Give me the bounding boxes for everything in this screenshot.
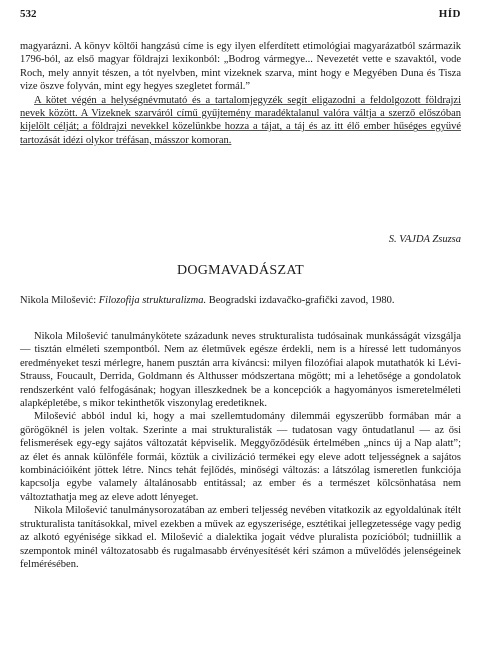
running-title: HÍD (438, 8, 461, 20)
bib-book-title: Filozofija strukturalizma. (98, 295, 207, 306)
bib-author: Nikola Milošević: (20, 295, 99, 306)
review-one-signature: S. VAJDA Zsuzsa (388, 234, 461, 245)
review-one-paragraph-1: magyarázni. A könyv költői hangzású címe is egy ilyen elferdített etimológiai magyarázatból származik 1796-ból, az első magyar földrajzi lexikonból: „Bodrog vármegye... Nevezetét vette e szavaktól, vode Roch, mely annyit tészen, a tót nyelvben, mint vizeknek szarva, mint hogy e Megyében Duna és Tisza vize öszve folyván, mint egy hegyes szegletet formál.” (20, 41, 461, 93)
bib-publisher: Beogradski izdavačko-grafički zavod, 1980. (206, 295, 395, 306)
review-two-paragraph-2: Milošević abból indul ki, hogy a mai szellemtudomány dilemmái egyszerűbb formában már a görögöknél is jelen voltak. Szerinte a mai strukturalisták — tudatosan vagy öntudatlanul — az ősi felismerések egy-egy sajátos változatát képviselik. Meggyőződésük értelmében „nincs új a Nap alatt”; az élet és annak különféle formái, köztük a civilizáció termékei egy eleve adott teljességnek a sajátos kombinációiként jöttek létre. Nincs tehát fejlődés, minőségi változás: a látszólag ismeretlen funkciója kapcsolja egybe valamely általánosabb entitással; az ember és a természet kölcsönhatása nem változtathatja meg az eleve adott lényeget. (20, 411, 461, 503)
review-two-paragraph-1: Nikola Milošević tanulmánykötete századunk neves strukturalista tudósainak munkásságát vizsgálja — tisztán elméleti szempontból. Nem az életművek egésze érdekli, nem is a híressé lett tudományos eredményeket teszi mérlegre, hanem pusztán arra kíváncsi: milyen filozófiai alapok mutathatók ki Lévi-Strauss, Foucault, Derrida, Goldmann és Althusser módszertana mögött; mi a lehetősége a gondolatok rendszerként való felfogásának; hogyan illeszkednek be a koncepciók a hagyományos ismeretelméleti alapképletébe, s mikor tekinthetők viszonylag eredetiknek. (20, 331, 461, 410)
review-one-paragraph-2: A kötet végén a helységnévmutató és a tartalomjegyzék segít eligazodni a feldolgozott földrajzi nevek között. A Vizeknek szarváról című gyűjtemény maradéktalanul valóra váltja a szerző előszóban kijelölt célját; a földrajzi nevekkel közelünkbe hozza a tájat, a táj és az itt élő ember hűséges együvé tartozását idézi olykor tréfásan, másszor komoran. (20, 94, 461, 146)
review-two-paragraph-3: Nikola Milošević tanulmánysorozatában az emberi teljesség nevében vitatkozik az egyoldalúnak ítélt strukturalista tanításokkal, mivel ezekben a művek az egyszerisége, esztétikai jellegzetessége vagy pedig az alkotó egyénisége sikkad el. Milošević a dialektika jogait védve pluralista pozícióból; tudniillik a szempontok minél változatosabb és rugalmasabb érvényesítését kéri számon a művelődés jelenségeinek felmérésében. (20, 505, 461, 570)
page-number: 532 (20, 8, 37, 20)
review-two-heading: DOGMAVADÁSZAT (176, 263, 305, 278)
review-two-body (20, 330, 461, 571)
review-one (20, 40, 461, 147)
bibliographic-entry (20, 294, 461, 307)
